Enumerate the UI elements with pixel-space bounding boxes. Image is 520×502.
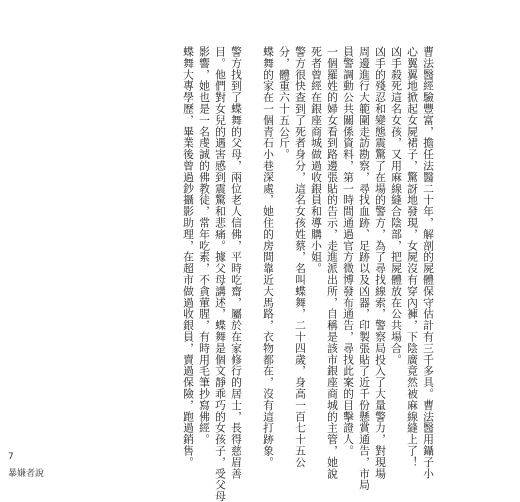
text-column: 分，體重六十五公斤。 <box>278 46 291 160</box>
text-column: 蝶舞的家在一個青石小巷深處，她住的房間靠近大馬路，衣物都在，沒有這打跡象。 <box>262 46 275 468</box>
text-column: 死者曾經在銀座商城做過收銀員和導購小姐。 <box>310 46 323 274</box>
text-column: 周邊進行大範圍走訪勘察，尋找血跡、足跡以及凶器，印製張貼了近千份懸賞通告，市局 <box>358 46 371 491</box>
page-number: 7 <box>8 452 14 462</box>
book-title: 暴嫌者說 <box>8 469 45 479</box>
text-column: 員警調動公共關係資料，第一時間通過官方微博發布通告，尋找此案的目擊證人。 <box>342 46 355 457</box>
text-column: 曹法醫經驗豐富，擔任法醫二十年，解剖的屍體保守估計有三千多具。曹法醫用鑷子小 <box>422 46 435 480</box>
text-column: 一個羅姓的婦女看到路邊張貼的告示，走進派出所，自稱是該市銀座商城的主管，她說 <box>326 46 339 480</box>
text-column: 心翼翼地掀起女屍裙子，驚訝地發現，女屍沒有穿內褲，下陰廣竟然被麻線縫上了！ <box>406 46 419 468</box>
text-column: 蝶舞大專學歷，畢業後曾過鈔攝影助理，在超市做過收銀員，賣過保險，跑過銷售。 <box>182 46 195 468</box>
text-column: 凶手的殘忍和變態震驚了在場的警方，為了尋找線索，警察局投入了大量警力，對現場 <box>374 46 387 480</box>
text-column: 凶手殺死這名女孩，又用麻線縫合陰部，把屍體放在公共場合。 <box>390 46 403 366</box>
text-column: 警方找到了蝶舞的父母，兩位老人信佛，平時吃齋，屬於在家修行的居士，長得慈眉善 <box>230 46 243 480</box>
text-column: 目。他們對女兒的遇害感到震驚和悲痛。據父母講述，蝶舞是個文靜乖巧的女孩子，受父母 <box>214 46 227 502</box>
text-column: 警方很快查到了死者身分，這名女孩姓蔡，名叫蝶舞，二十四歲，身高一百七十五公 <box>294 46 307 468</box>
text-column: 影響，她也是一名虔誠的佛教徒，常年吃素，不貪葷腥，有時用毛筆抄寫佛經。 <box>198 46 211 445</box>
